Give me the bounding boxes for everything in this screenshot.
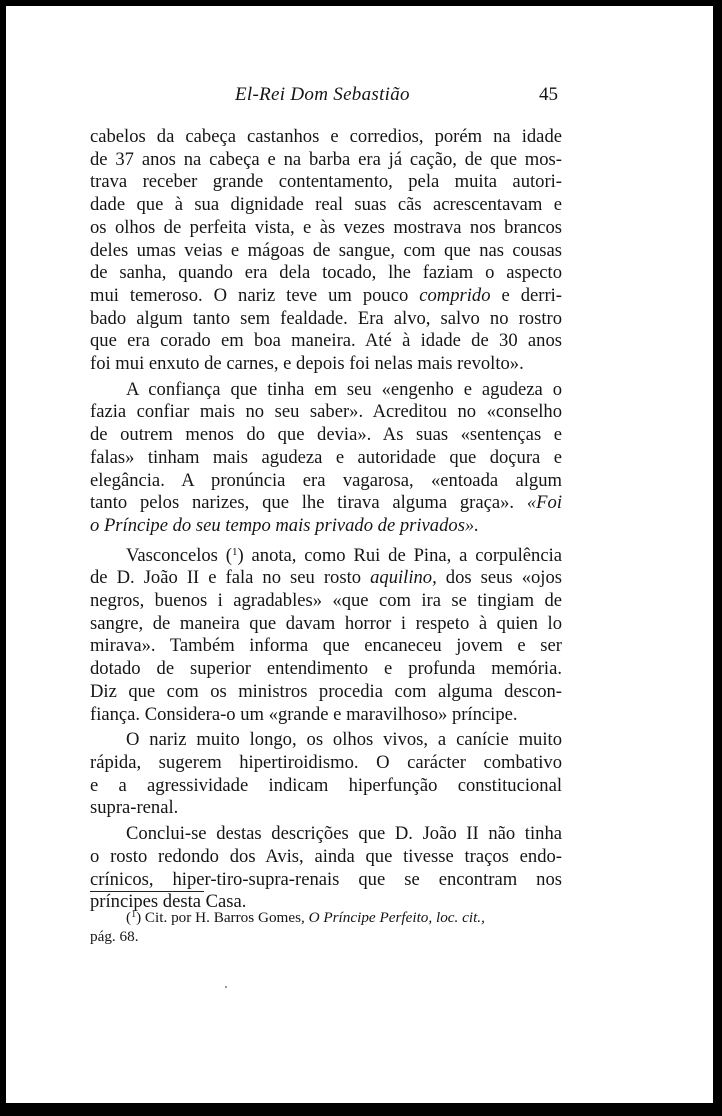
footnote-line	[90, 905, 562, 927]
footnote-marker-open: (	[126, 909, 132, 926]
scan-speck	[225, 986, 227, 988]
footnote-reference[interactable]: 1	[231, 545, 238, 558]
text-line: sangre, de maneira que davam horror i respeto à quien lo	[90, 612, 562, 634]
text-line: que era corado em boa maneira. Até à idade de 30 anos	[90, 330, 562, 352]
paragraph-1	[90, 126, 562, 376]
text-run: e derri-	[490, 284, 563, 306]
text-line: fazia confiar mais no seu saber». Acreditou no «conselho	[90, 401, 562, 423]
paragraph-3	[90, 541, 562, 727]
text-line: e a agressividade indicam hiperfunção constitucional	[90, 774, 562, 796]
text-line	[90, 492, 562, 515]
italic-quote: «Foi	[526, 492, 562, 514]
text-line: trava receber grande contentamento, pela muita autori-	[90, 171, 562, 193]
text-line: o rosto redondo dos Avis, ainda que tivesse traços endo-	[90, 845, 562, 867]
text-line: bado algum tanto sem fealdade. Era alvo, salvo no rostro	[90, 307, 562, 329]
footnote-line: pág. 68.	[90, 928, 139, 945]
footnote	[90, 905, 562, 946]
footnote-cited-work: O Príncipe Perfeito, loc. cit.,	[308, 909, 485, 926]
text-run: ) anota, como Rui de Pina, a corpulência	[237, 544, 562, 566]
text-line: dade que à sua dignidade real suas cãs acrescentavam e	[90, 194, 562, 216]
text-run: dos seus «ojos	[436, 567, 562, 589]
italic-word: comprido	[419, 284, 491, 306]
paragraph-4	[90, 729, 562, 820]
text-line: supra-renal.	[90, 797, 179, 819]
paragraph-5	[90, 823, 562, 914]
text-run: Vasconcelos (	[126, 544, 232, 566]
text-line: os olhos de perfeita vista, e às vezes mostrava nos brancos	[90, 216, 562, 238]
text-line: crínicos, hiper-tiro-supra-renais que se encontram nos	[90, 868, 562, 890]
body-text	[90, 126, 562, 914]
text-run: mui temeroso. O nariz teve um pouco	[90, 284, 420, 306]
text-line: deles umas veias e mágoas de sangue, com que nas cousas	[90, 239, 562, 261]
text-line: cabelos da cabeça castanhos e corredios, porém na idade	[90, 126, 562, 147]
footnote-text: Cit. por H. Barros Gomes,	[141, 909, 309, 926]
text-line	[90, 567, 562, 590]
text-line: dotado de superior entendimento e profunda memória.	[90, 658, 562, 680]
running-title: El-Rei Dom Sebastião	[235, 84, 410, 105]
text-line: O nariz muito longo, os olhos vivos, a canície muito	[126, 729, 562, 751]
text-line: mirava». Também informa que encaneceu jovem e ser	[90, 635, 562, 657]
text-line: príncipes desta Casa.	[90, 891, 247, 913]
text-line: A confiança que tinha em seu «engenho e agudeza o	[126, 378, 562, 400]
running-head	[6, 84, 713, 110]
text-line	[90, 541, 562, 568]
paragraph-2	[90, 379, 562, 538]
text-line: Conclui-se destas descrições que D. João II não tinha	[126, 823, 562, 845]
text-line: foi mui enxuto de carnes, e depois foi nelas mais revolto».	[90, 353, 524, 375]
footnote-marker: 1	[131, 909, 137, 920]
text-line: fiança. Considera-o um «grande e maravilhoso» príncipe.	[90, 703, 518, 725]
italic-word: aquilino,	[370, 567, 437, 589]
text-line: de outrem menos do que devia». As suas «sentenças e	[90, 424, 562, 446]
italic-quote-line: o Príncipe do seu tempo mais privado de privados».	[90, 514, 479, 536]
text-line: elegância. A pronúncia era vagarosa, «entoada algum	[90, 469, 562, 491]
text-line: Diz que com os ministros procedia com alguma descon-	[90, 680, 562, 702]
footnote-marker-close: )	[136, 909, 142, 926]
text-line: de 37 anos na cabeça e na barba era já cação, de que mos-	[90, 148, 562, 170]
text-run: tanto pelos narizes, que lhe tirava alguma graça».	[90, 492, 527, 514]
book-page	[6, 6, 713, 1103]
text-line: negros, buenos i agradables» «que com ira se tingiam de	[90, 590, 562, 612]
text-run: de D. João II e fala no seu rosto	[90, 567, 371, 589]
page-number: 45	[539, 84, 558, 105]
footnote-divider	[90, 891, 204, 892]
text-line: de sanha, quando era dela tocado, lhe faziam o aspecto	[90, 262, 562, 284]
text-line: falas» tinham mais agudeza e autoridade que doçura e	[90, 446, 562, 468]
text-line	[90, 285, 562, 308]
text-line: rápida, sugerem hipertiroidismo. O carácter combativo	[90, 751, 562, 773]
